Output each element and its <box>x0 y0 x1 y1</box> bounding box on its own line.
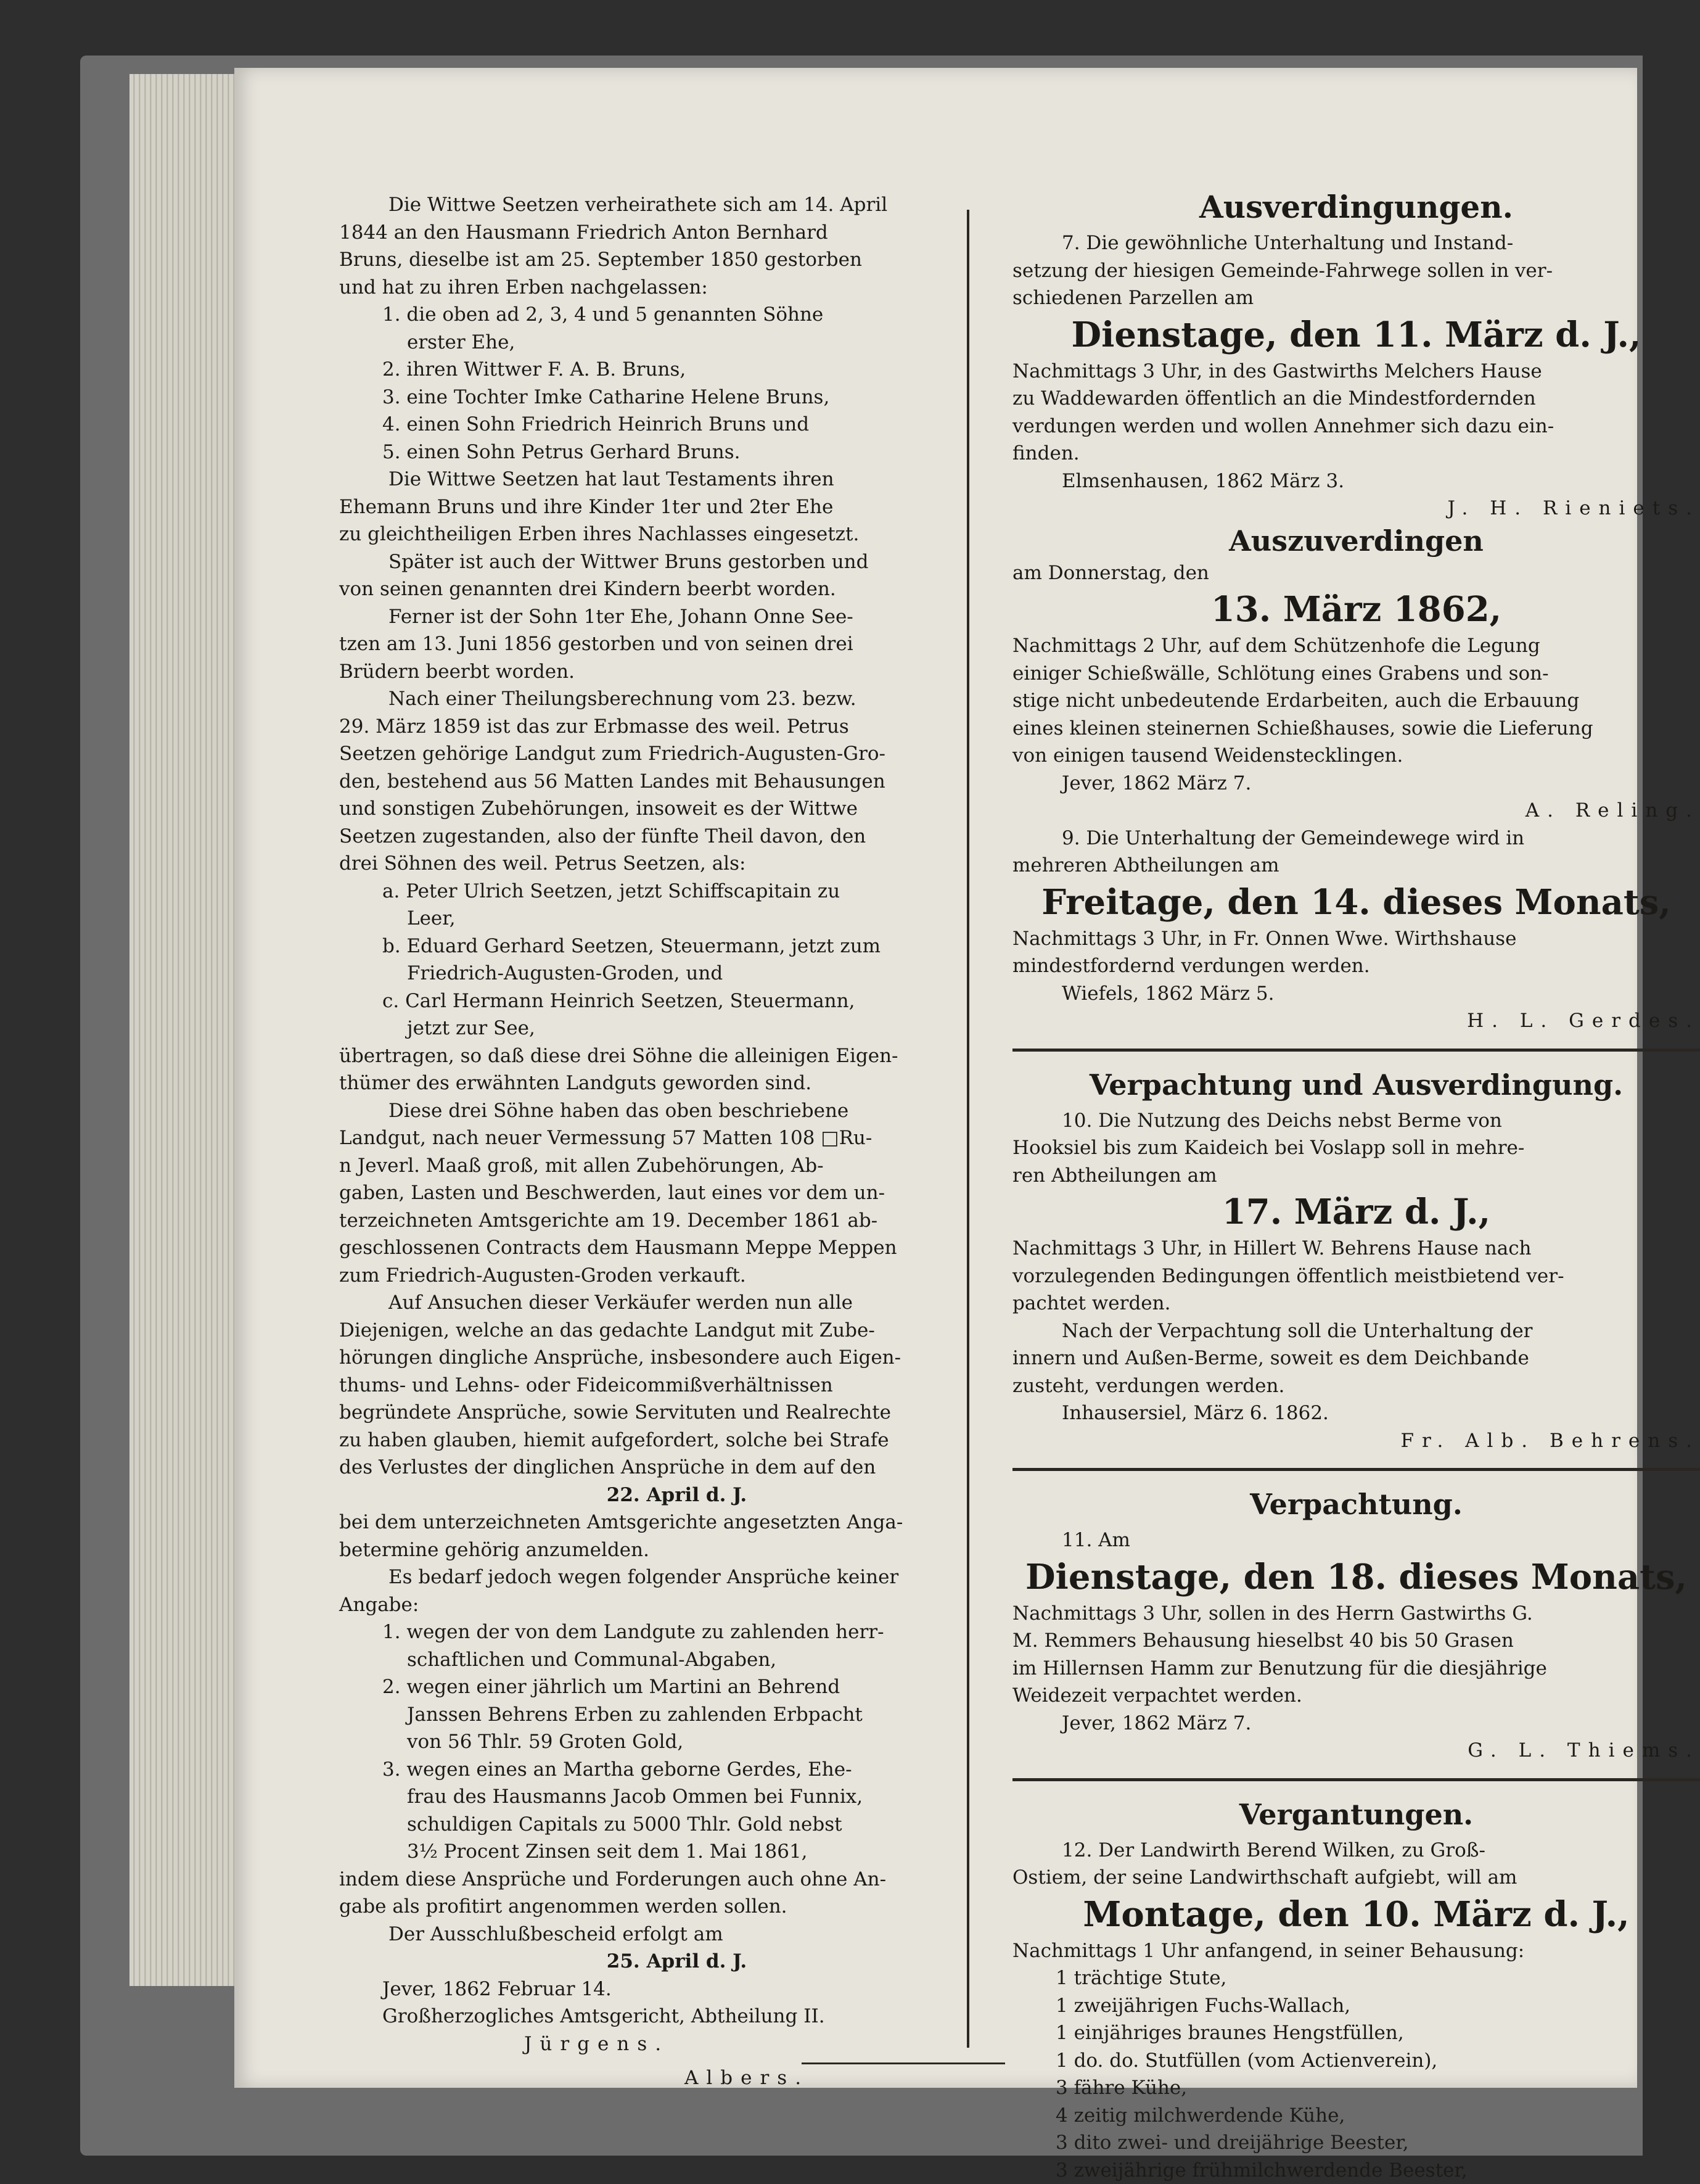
text-line: thümer des erwähnten Landguts geworden sind. <box>339 1069 1014 1097</box>
notice-text: 11. Am <box>1012 1527 1700 1554</box>
text-line: Die Wittwe Seetzen verheirathete sich am 14. April <box>339 191 1014 219</box>
registration-date: 22. April d. J. <box>339 1481 1014 1509</box>
text-line: betermine gehörig anzumelden. <box>339 1536 1014 1564</box>
inheritance-paragraph <box>339 466 1014 878</box>
event-date: Dienstage, den 11. März d. J., <box>1012 312 1700 358</box>
notice-text <box>1012 925 1700 980</box>
text-line: geschlossenen Contracts dem Hausmann Meppe Meppen <box>339 1234 1014 1262</box>
text-line: von seinen genannten drei Kindern beerbt worden. <box>339 575 1014 603</box>
text-line: Nachmittags 3 Uhr, sollen in des Herrn Gastwirths G. <box>1012 1600 1700 1628</box>
text-line: Nachmittags 3 Uhr, in des Gastwirths Melchers Hause <box>1012 358 1700 385</box>
list-item: 3. wegen eines an Martha geborne Gerdes, Ehe- <box>339 1756 1014 1784</box>
notice-text <box>1012 825 1700 880</box>
text-line: indem diese Ansprüche und Forderungen auch ohne An- <box>339 1866 1014 1893</box>
list-item: 1 zweijährigen Fuchs-Wallach, <box>1012 1992 1700 2020</box>
text-line: Diese drei Söhne haben das oben beschriebene <box>339 1097 1014 1125</box>
text-line: Der Ausschlußbescheid erfolgt am <box>339 1921 1014 1948</box>
text-line: Nach der Verpachtung soll die Unterhaltung der <box>1012 1317 1700 1345</box>
signature: H. L. Gerdes. <box>1012 1007 1700 1035</box>
notice-text <box>1012 1235 1700 1399</box>
notice-text <box>1012 1600 1700 1710</box>
right-column <box>1012 185 1700 2184</box>
place-date: Jever, 1862 März 7. <box>1012 770 1700 797</box>
event-date: Dienstage, den 18. dieses Monats, <box>1012 1554 1700 1600</box>
livestock-list <box>1012 1964 1700 2184</box>
text-line: Ferner ist der Sohn 1ter Ehe, Johann Onne See- <box>339 603 1014 631</box>
list-item: 4. einen Sohn Friedrich Heinrich Bruns und <box>339 411 1014 439</box>
text-line: ren Abtheilungen am <box>1012 1162 1700 1190</box>
notice-text <box>1012 1107 1700 1190</box>
list-item: 1. wegen der von dem Landgute zu zahlenden herr- <box>339 1618 1014 1646</box>
text-line: und hat zu ihren Erben nachgelassen: <box>339 274 1014 302</box>
exclusion-paragraph <box>339 1866 1014 1948</box>
place-date: Wiefels, 1862 März 5. <box>1012 980 1700 1008</box>
signature: Fr. Alb. Behrens. <box>1012 1427 1700 1455</box>
list-item: Janssen Behrens Erben zu zahlenden Erbpacht <box>339 1701 1014 1729</box>
list-item: schaftlichen und Communal-Abgaben, <box>339 1646 1014 1674</box>
text-line: eines kleinen steinernen Schießhauses, sowie die Lieferung <box>1012 715 1700 743</box>
list-item: frau des Hausmanns Jacob Ommen bei Funnix, <box>339 1783 1014 1811</box>
text-line: Nachmittags 2 Uhr, auf dem Schützenhofe die Legung <box>1012 632 1700 660</box>
notice-text <box>1012 632 1700 770</box>
list-item: a. Peter Ulrich Seetzen, jetzt Schiffscapitain zu <box>339 878 1014 905</box>
document-page <box>234 68 1637 2088</box>
text-line: im Hillernsen Hamm zur Benutzung für die diesjährige <box>1012 1655 1700 1683</box>
text-line: Ehemann Bruns und ihre Kinder 1ter und 2ter Ehe <box>339 493 1014 521</box>
text-line: Nachmittags 3 Uhr, in Hillert W. Behrens Hause nach <box>1012 1235 1700 1263</box>
text-line: stige nicht unbedeutende Erdarbeiten, auch die Erbauung <box>1012 687 1700 715</box>
signature: J. H. Rieniets. <box>1012 495 1700 522</box>
list-item: 3 dito zwei- und dreijährige Beester, <box>1012 2129 1700 2157</box>
claims-list <box>339 1618 1014 1866</box>
text-line: 7. Die gewöhnliche Unterhaltung und Instand- <box>1012 229 1700 257</box>
list-item: 1. die oben ad 2, 3, 4 und 5 genannten Söhne <box>339 301 1014 329</box>
signature: A. Reling. <box>1012 797 1700 825</box>
section-heading: Vergantungen. <box>1012 1792 1700 1837</box>
text-line: innern und Außen-Berme, soweit es dem Deichbande <box>1012 1345 1700 1372</box>
heirs-list <box>339 301 1014 466</box>
place-date: Inhausersiel, März 6. 1862. <box>1012 1399 1700 1427</box>
text-line: begründete Ansprüche, sowie Servituten und Realrechte <box>339 1399 1014 1427</box>
text-line: zum Friedrich-Augusten-Groden verkauft. <box>339 1262 1014 1290</box>
list-item: erster Ehe, <box>339 329 1014 356</box>
text-line: zu Waddewarden öffentlich an die Mindestfordernden <box>1012 385 1700 413</box>
text-line: Bruns, dieselbe ist am 25. September 1850 gestorben <box>339 246 1014 274</box>
text-line: mindestfordernd verdungen werden. <box>1012 952 1700 980</box>
text-line: zu haben glauben, hiemit aufgefordert, solche bei Strafe <box>339 1427 1014 1454</box>
text-line: einiger Schießwälle, Schlötung eines Grabens und son- <box>1012 660 1700 688</box>
place-date: Jever, 1862 März 7. <box>1012 1710 1700 1737</box>
text-line: übertragen, so daß diese drei Söhne die alleinigen Eigen- <box>339 1042 1014 1070</box>
text-line: den, bestehend aus 56 Matten Landes mit Behausungen <box>339 768 1014 796</box>
event-date: Freitage, den 14. dieses Monats, <box>1012 880 1700 925</box>
text-line: vorzulegenden Bedingungen öffentlich meistbietend ver- <box>1012 1263 1700 1290</box>
text-line: Später ist auch der Wittwer Bruns gestorben und <box>339 548 1014 576</box>
event-date: 13. März 1862, <box>1012 587 1700 632</box>
text-line: finden. <box>1012 440 1700 468</box>
section-rule <box>1012 1468 1700 1471</box>
text-line: M. Remmers Behausung hieselbst 40 bis 50 Grasen <box>1012 1627 1700 1655</box>
text-line: und sonstigen Zubehörungen, insoweit es der Wittwe <box>339 795 1014 823</box>
notice-text: Nachmittags 1 Uhr anfangend, in seiner Behausung: <box>1012 1937 1700 1965</box>
text-line: schiedenen Parzellen am <box>1012 284 1700 312</box>
text-line: zu gleichtheiligen Erben ihres Nachlasses eingesetzt. <box>339 521 1014 548</box>
court-name: Großherzogliches Amtsgericht, Abtheilung II. <box>339 2003 1014 2030</box>
signature: Jürgens. <box>339 2030 1014 2058</box>
signature: Albers. <box>339 2064 1014 2092</box>
text-line: 12. Der Landwirth Berend Wilken, zu Groß- <box>1012 1837 1700 1865</box>
section-rule <box>1012 1049 1700 1052</box>
list-item: von 56 Thlr. 59 Groten Gold, <box>339 1728 1014 1756</box>
intro-paragraph <box>339 191 1014 301</box>
text-line: Angabe: <box>339 1591 1014 1619</box>
text-line: Diejenigen, welche an das gedachte Landgut mit Zube- <box>339 1317 1014 1345</box>
list-item: 4 zeitig milchwerdende Kühe, <box>1012 2102 1700 2130</box>
text-line: zusteht, verdungen werden. <box>1012 1372 1700 1400</box>
text-line: gaben, Lasten und Beschwerden, laut eines vor dem un- <box>339 1179 1014 1207</box>
notice-text: am Donnerstag, den <box>1012 559 1700 587</box>
section-heading: Verpachtung und Ausverdingung. <box>1012 1063 1700 1107</box>
text-line: Auf Ansuchen dieser Verkäufer werden nun alle <box>339 1289 1014 1317</box>
text-line: bei dem unterzeichneten Amtsgerichte angesetzten Anga- <box>339 1509 1014 1536</box>
text-line: des Verlustes der dinglichen Ansprüche in dem auf den <box>339 1454 1014 1481</box>
list-item: 3. eine Tochter Imke Catharine Helene Bruns, <box>339 384 1014 411</box>
event-date: Montage, den 10. März d. J., <box>1012 1892 1700 1937</box>
text-line: Landgut, nach neuer Vermessung 57 Matten 108 □Ru- <box>339 1124 1014 1152</box>
event-date: 17. März d. J., <box>1012 1189 1700 1235</box>
notice-text <box>1012 1837 1700 1892</box>
text-line: 10. Die Nutzung des Deichs nebst Berme von <box>1012 1107 1700 1135</box>
notice-text <box>1012 358 1700 468</box>
list-item: 2. ihren Wittwer F. A. B. Bruns, <box>339 356 1014 384</box>
text-line: Ostiem, der seine Landwirthschaft aufgiebt, will am <box>1012 1864 1700 1892</box>
list-item: b. Eduard Gerhard Seetzen, Steuermann, jetzt zum <box>339 933 1014 960</box>
text-line: Die Wittwe Seetzen hat laut Testaments ihren <box>339 466 1014 493</box>
text-line: Nachmittags 3 Uhr, in Fr. Onnen Wwe. Wirthshause <box>1012 925 1700 953</box>
text-line: n Jeverl. Maaß groß, mit allen Zubehörungen, Ab- <box>339 1152 1014 1180</box>
text-line: 9. Die Unterhaltung der Gemeindewege wird in <box>1012 825 1700 852</box>
text-line: Nach einer Theilungsberechnung vom 23. bezw. <box>339 685 1014 713</box>
text-line: setzung der hiesigen Gemeinde-Fahrwege sollen in ver- <box>1012 257 1700 285</box>
place-date: Jever, 1862 Februar 14. <box>339 1976 1014 2003</box>
sons-list <box>339 878 1014 1042</box>
text-line: Weidezeit verpachtet werden. <box>1012 1682 1700 1710</box>
registration-paragraph <box>339 1509 1014 1618</box>
list-item: jetzt zur See, <box>339 1015 1014 1042</box>
section-rule <box>1012 1778 1700 1781</box>
list-item: 3 zweijährige frühmilchwerdende Beester, <box>1012 2157 1700 2184</box>
place-date: Elmsenhausen, 1862 März 3. <box>1012 468 1700 495</box>
exclusion-date: 25. April d. J. <box>339 1948 1014 1976</box>
text-line: Hooksiel bis zum Kaideich bei Voslapp soll in mehre- <box>1012 1134 1700 1162</box>
list-item: 2. wegen einer jährlich um Martini an Behrend <box>339 1673 1014 1701</box>
list-item: c. Carl Hermann Heinrich Seetzen, Steuermann, <box>339 987 1014 1015</box>
list-item: Friedrich-Augusten-Groden, und <box>339 960 1014 987</box>
list-item: Leer, <box>339 905 1014 933</box>
text-line: 1844 an den Hausmann Friedrich Anton Bernhard <box>339 219 1014 247</box>
section-heading: Ausverdingungen. <box>1012 185 1700 229</box>
text-line: hörungen dingliche Ansprüche, insbesondere auch Eigen- <box>339 1344 1014 1372</box>
text-line: gabe als profitirt angenommen werden sollen. <box>339 1893 1014 1921</box>
left-column <box>339 191 1014 2092</box>
list-item: 3 fähre Kühe, <box>1012 2074 1700 2102</box>
text-line: Es bedarf jedoch wegen folgender Ansprüche keiner <box>339 1564 1014 1591</box>
signature: G. L. Thiems. <box>1012 1737 1700 1765</box>
text-line: pachtet werden. <box>1012 1290 1700 1317</box>
notice-text <box>1012 229 1700 312</box>
list-item: 1 einjähriges braunes Hengstfüllen, <box>1012 2019 1700 2047</box>
section-heading: Verpachtung. <box>1012 1482 1700 1527</box>
text-line: Brüdern beerbt worden. <box>339 658 1014 686</box>
list-item: 3½ Procent Zinsen seit dem 1. Mai 1861, <box>339 1838 1014 1866</box>
list-item: 1 do. do. Stutfüllen (vom Actienverein), <box>1012 2047 1700 2075</box>
text-line: Seetzen gehörige Landgut zum Friedrich-Augusten-Gro- <box>339 740 1014 768</box>
text-line: mehreren Abtheilungen am <box>1012 852 1700 880</box>
text-line: thums- und Lehns- oder Fideicommißverhältnissen <box>339 1372 1014 1399</box>
text-line: 29. März 1859 ist das zur Erbmasse des weil. Petrus <box>339 713 1014 741</box>
text-line: drei Söhnen des weil. Petrus Seetzen, als: <box>339 850 1014 878</box>
sale-paragraph <box>339 1042 1014 1481</box>
list-item: 1 trächtige Stute, <box>1012 1964 1700 1992</box>
section-heading: Auszuverdingen <box>1012 522 1700 559</box>
list-item: 5. einen Sohn Petrus Gerhard Bruns. <box>339 439 1014 466</box>
text-line: tzen am 13. Juni 1856 gestorben und von seinen drei <box>339 630 1014 658</box>
text-line: terzeichneten Amtsgerichte am 19. December 1861 ab- <box>339 1207 1014 1235</box>
text-line: verdungen werden und wollen Annehmer sich dazu ein- <box>1012 413 1700 440</box>
list-item: schuldigen Capitals zu 5000 Thlr. Gold nebst <box>339 1811 1014 1839</box>
text-line: von einigen tausend Weidenstecklingen. <box>1012 742 1700 770</box>
text-line: Seetzen zugestanden, also der fünfte Theil davon, den <box>339 823 1014 851</box>
